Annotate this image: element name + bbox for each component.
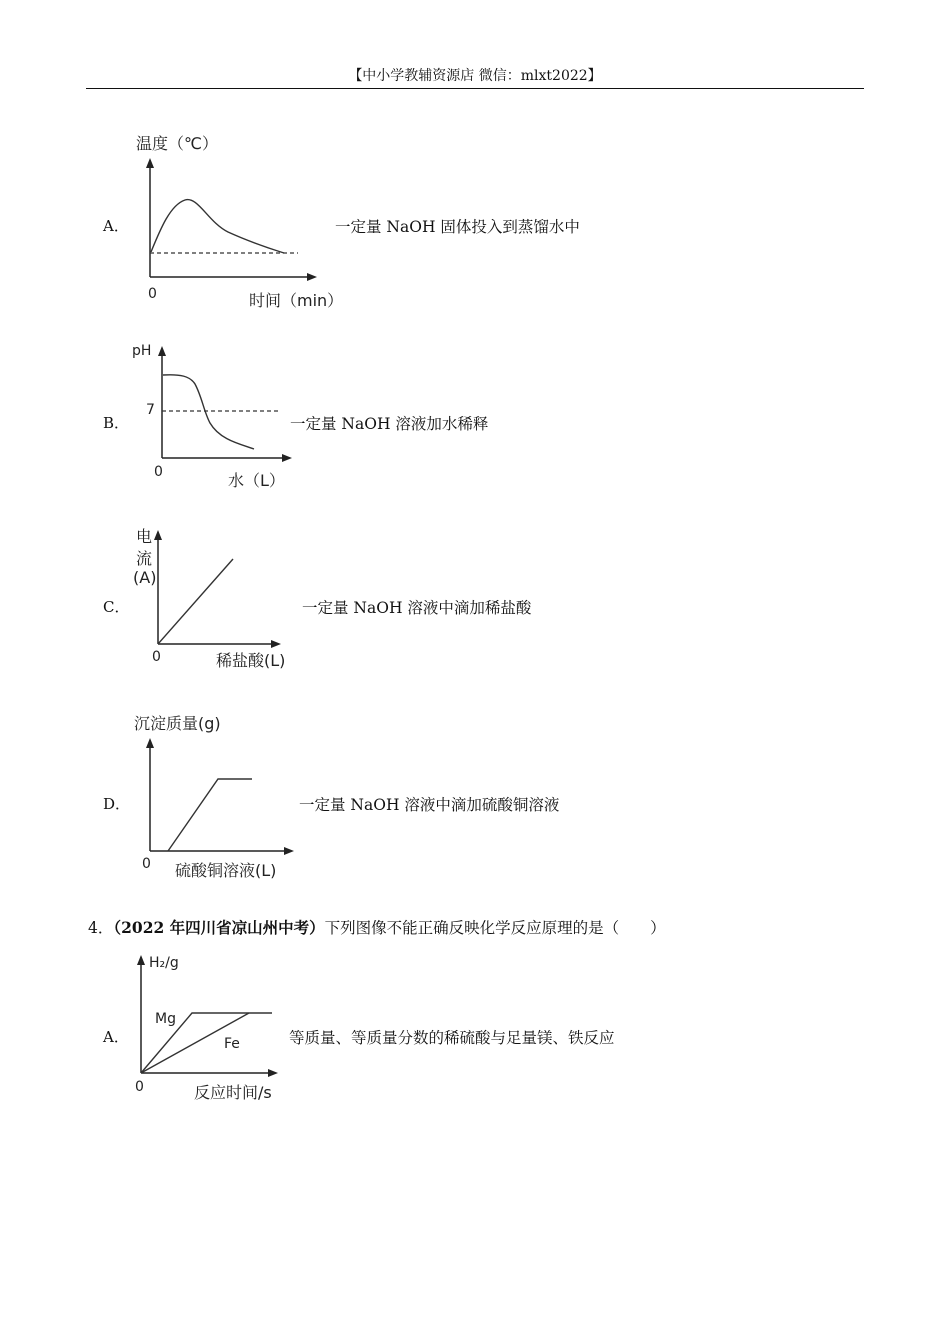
- graph-d-y-label: 沉淀质量(g): [134, 714, 221, 733]
- graph-q4-origin: 0: [135, 1079, 144, 1095]
- graph-c-x-label: 稀盐酸(L): [216, 651, 286, 670]
- question-4-stem: 下列图像不能正确反映化学反应原理的是（ ）: [324, 919, 666, 937]
- question-4-source: （2022 年四川省凉山州中考）: [113, 918, 325, 937]
- graph-a-origin: 0: [148, 286, 157, 302]
- graph-d-origin: 0: [142, 856, 151, 872]
- graph-q4-x-arrow: [268, 1069, 278, 1077]
- graph-b-x-label: 水（L）: [228, 471, 285, 490]
- option-c-letter: C．: [103, 598, 130, 616]
- graph-d-x-label: 硫酸铜溶液(L): [175, 861, 277, 880]
- option-a-description: 一定量 NaOH 固体投入到蒸馏水中: [335, 218, 580, 236]
- option-b-letter: B．: [103, 414, 130, 432]
- page-header: 【中小学教辅资源店 微信：mlxt2022】: [86, 66, 864, 89]
- option-b-description: 一定量 NaOH 溶液加水稀释: [290, 415, 489, 433]
- graph-c-origin: 0: [152, 649, 161, 665]
- graph-c-y-label-3: (A): [133, 568, 157, 587]
- graph-q4-fe-label: Fe: [224, 1036, 240, 1052]
- graph-q4-y-label: H₂/g: [149, 955, 179, 971]
- question-4-number: 4．: [88, 919, 114, 937]
- graph-a-x-label: 时间（min）: [249, 291, 344, 310]
- graph-b-origin: 0: [154, 464, 163, 480]
- graph-c-y-label-2: 流: [136, 549, 153, 568]
- graph-b-ref-label: 7: [146, 402, 155, 418]
- option-c-description: 一定量 NaOH 溶液中滴加稀盐酸: [302, 599, 532, 617]
- option-a-letter: A．: [103, 217, 129, 235]
- q4-option-a-letter: A．: [103, 1028, 129, 1046]
- graph-b-y-label: pH: [132, 343, 152, 359]
- graph-q4-y-arrow: [137, 955, 145, 965]
- q4-option-a-description: 等质量、等质量分数的稀硫酸与足量镁、铁反应: [289, 1029, 615, 1047]
- option-d-description: 一定量 NaOH 溶液中滴加硫酸铜溶液: [299, 796, 560, 814]
- graph-q4-x-label: 反应时间/s: [194, 1083, 272, 1102]
- graph-c-y-label-1: 电: [136, 527, 153, 546]
- graph-a-y-label: 温度（℃）: [136, 134, 218, 153]
- graph-q4-mg-label: Mg: [155, 1011, 176, 1027]
- option-d-letter: D．: [103, 795, 131, 813]
